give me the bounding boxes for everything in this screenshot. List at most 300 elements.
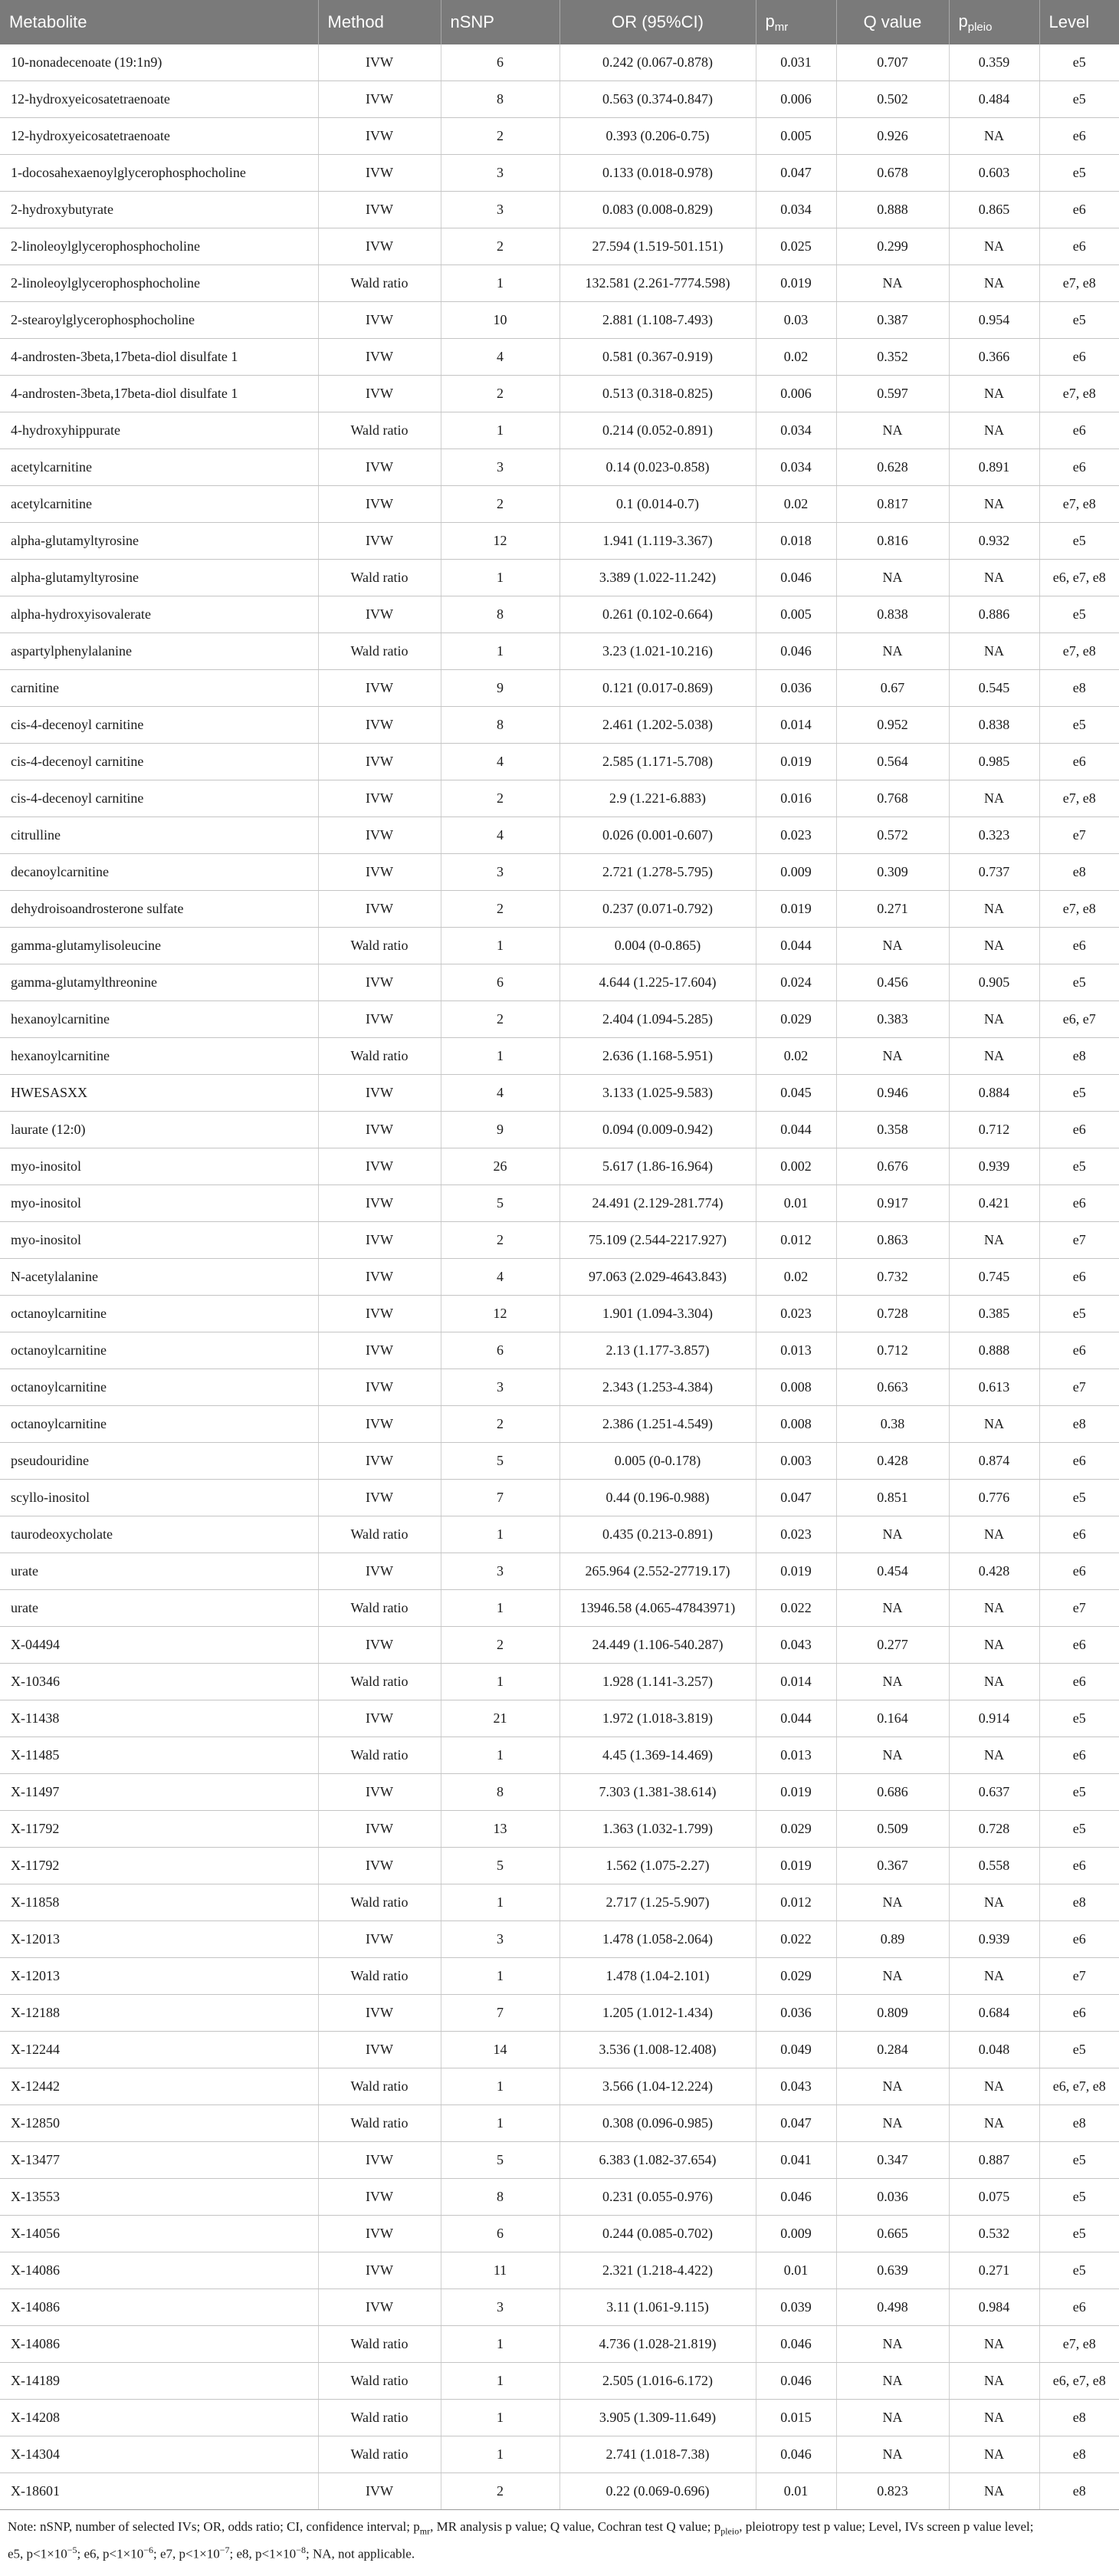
cell-nsnp: 5: [441, 1185, 560, 1222]
note-sup: −6: [143, 2545, 153, 2556]
cell-method: Wald ratio: [318, 2326, 441, 2363]
cell-pmr: 0.01: [756, 2473, 836, 2510]
cell-nsnp: 1: [441, 1038, 560, 1075]
cell-q-value: NA: [836, 2400, 949, 2436]
cell-level: e6: [1039, 1112, 1119, 1148]
cell-nsnp: 2: [441, 486, 560, 523]
table-row: [0, 523, 1119, 560]
cell-level: e5: [1039, 81, 1119, 118]
cell-ppleio: NA: [949, 118, 1039, 155]
cell-method: IVW: [318, 1185, 441, 1222]
cell-q-value: 0.38: [836, 1406, 949, 1443]
cell-or: 1.478 (1.04-2.101): [560, 1958, 756, 1995]
cell-level: e6: [1039, 1664, 1119, 1700]
cell-q-value: 0.564: [836, 744, 949, 780]
cell-nsnp: 11: [441, 2252, 560, 2289]
cell-nsnp: 9: [441, 1112, 560, 1148]
cell-method: IVW: [318, 523, 441, 560]
cell-pmr: 0.044: [756, 928, 836, 964]
cell-q-value: 0.498: [836, 2289, 949, 2326]
cell-nsnp: 1: [441, 1516, 560, 1553]
cell-ppleio: 0.385: [949, 1296, 1039, 1332]
cell-q-value: NA: [836, 265, 949, 302]
cell-nsnp: 3: [441, 155, 560, 192]
cell-or: 2.321 (1.218-4.422): [560, 2252, 756, 2289]
cell-level: e7, e8: [1039, 376, 1119, 412]
cell-level: e7, e8: [1039, 2326, 1119, 2363]
cell-ppleio: NA: [949, 780, 1039, 817]
header-ppleio-sub: pleio: [967, 20, 993, 34]
cell-q-value: 0.572: [836, 817, 949, 854]
cell-metabolite: cis-4-decenoyl carnitine: [0, 744, 318, 780]
cell-ppleio: NA: [949, 1664, 1039, 1700]
cell-or: 2.343 (1.253-4.384): [560, 1369, 756, 1406]
header-ppleio: [949, 0, 1039, 44]
cell-or: 3.389 (1.022-11.242): [560, 560, 756, 596]
cell-q-value: 0.352: [836, 339, 949, 376]
cell-ppleio: NA: [949, 265, 1039, 302]
cell-ppleio: NA: [949, 1958, 1039, 1995]
table-row: [0, 376, 1119, 412]
cell-or: 2.386 (1.251-4.549): [560, 1406, 756, 1443]
cell-method: IVW: [318, 2032, 441, 2068]
cell-pmr: 0.046: [756, 2363, 836, 2400]
cell-level: e6: [1039, 1185, 1119, 1222]
cell-method: IVW: [318, 2473, 441, 2510]
cell-or: 0.083 (0.008-0.829): [560, 192, 756, 228]
cell-ppleio: 0.776: [949, 1480, 1039, 1516]
cell-or: 3.133 (1.025-9.583): [560, 1075, 756, 1112]
cell-level: e6: [1039, 118, 1119, 155]
header-q-value: Q value: [836, 0, 949, 44]
cell-or: 0.22 (0.069-0.696): [560, 2473, 756, 2510]
cell-q-value: 0.917: [836, 1185, 949, 1222]
cell-level: e5: [1039, 1148, 1119, 1185]
cell-nsnp: 3: [441, 854, 560, 891]
cell-ppleio: 0.271: [949, 2252, 1039, 2289]
cell-or: 0.237 (0.071-0.792): [560, 891, 756, 928]
cell-q-value: 0.597: [836, 376, 949, 412]
cell-or: 2.717 (1.25-5.907): [560, 1884, 756, 1921]
cell-pmr: 0.02: [756, 1259, 836, 1296]
cell-method: IVW: [318, 891, 441, 928]
cell-ppleio: 0.737: [949, 854, 1039, 891]
cell-level: e8: [1039, 2436, 1119, 2473]
cell-or: 0.094 (0.009-0.942): [560, 1112, 756, 1148]
cell-ppleio: NA: [949, 2326, 1039, 2363]
cell-ppleio: NA: [949, 2473, 1039, 2510]
cell-or: 4.45 (1.369-14.469): [560, 1737, 756, 1774]
table-note: [0, 2510, 1119, 2564]
cell-level: e5: [1039, 1774, 1119, 1811]
cell-pmr: 0.022: [756, 1921, 836, 1958]
cell-level: e7, e8: [1039, 486, 1119, 523]
cell-metabolite: alpha-glutamyltyrosine: [0, 560, 318, 596]
cell-or: 0.121 (0.017-0.869): [560, 670, 756, 707]
cell-method: IVW: [318, 1811, 441, 1848]
table-row: [0, 2473, 1119, 2510]
cell-or: 0.563 (0.374-0.847): [560, 81, 756, 118]
cell-level: e7, e8: [1039, 891, 1119, 928]
cell-method: Wald ratio: [318, 412, 441, 449]
cell-ppleio: 0.985: [949, 744, 1039, 780]
cell-ppleio: 0.905: [949, 964, 1039, 1001]
cell-ppleio: NA: [949, 486, 1039, 523]
cell-metabolite: 12-hydroxyeicosatetraenoate: [0, 81, 318, 118]
cell-metabolite: X-13477: [0, 2142, 318, 2179]
cell-metabolite: X-11497: [0, 1774, 318, 1811]
cell-pmr: 0.041: [756, 2142, 836, 2179]
cell-q-value: NA: [836, 1038, 949, 1075]
note-text: Note: nSNP, number of selected IVs; OR, odds ratio; CI, confidence interval; p: [8, 2519, 420, 2534]
cell-nsnp: 3: [441, 1553, 560, 1590]
cell-level: e8: [1039, 2400, 1119, 2436]
cell-metabolite: X-12013: [0, 1958, 318, 1995]
cell-pmr: 0.016: [756, 780, 836, 817]
cell-q-value: NA: [836, 1516, 949, 1553]
cell-or: 2.9 (1.221-6.883): [560, 780, 756, 817]
cell-method: Wald ratio: [318, 560, 441, 596]
cell-level: e6: [1039, 1553, 1119, 1590]
cell-metabolite: cis-4-decenoyl carnitine: [0, 780, 318, 817]
cell-nsnp: 12: [441, 1296, 560, 1332]
cell-metabolite: HWESASXX: [0, 1075, 318, 1112]
cell-method: Wald ratio: [318, 2400, 441, 2436]
cell-pmr: 0.019: [756, 891, 836, 928]
table-row: [0, 2289, 1119, 2326]
cell-nsnp: 2: [441, 228, 560, 265]
cell-or: 2.636 (1.168-5.951): [560, 1038, 756, 1075]
cell-q-value: 0.367: [836, 1848, 949, 1884]
cell-nsnp: 1: [441, 2326, 560, 2363]
cell-ppleio: NA: [949, 1516, 1039, 1553]
cell-q-value: NA: [836, 1664, 949, 1700]
cell-level: e6, e7, e8: [1039, 560, 1119, 596]
cell-level: e6, e7, e8: [1039, 2068, 1119, 2105]
cell-level: e6: [1039, 339, 1119, 376]
table-header: [0, 0, 1119, 44]
cell-ppleio: 0.874: [949, 1443, 1039, 1480]
cell-ppleio: NA: [949, 1222, 1039, 1259]
cell-pmr: 0.03: [756, 302, 836, 339]
cell-or: 1.478 (1.058-2.064): [560, 1921, 756, 1958]
table-row: [0, 155, 1119, 192]
cell-method: IVW: [318, 2142, 441, 2179]
cell-method: IVW: [318, 339, 441, 376]
cell-pmr: 0.047: [756, 155, 836, 192]
cell-method: IVW: [318, 302, 441, 339]
cell-or: 0.14 (0.023-0.858): [560, 449, 756, 486]
cell-ppleio: NA: [949, 376, 1039, 412]
cell-metabolite: alpha-glutamyltyrosine: [0, 523, 318, 560]
cell-ppleio: 0.865: [949, 192, 1039, 228]
cell-method: IVW: [318, 376, 441, 412]
cell-ppleio: NA: [949, 412, 1039, 449]
cell-nsnp: 2: [441, 1001, 560, 1038]
cell-pmr: 0.023: [756, 817, 836, 854]
cell-metabolite: X-12850: [0, 2105, 318, 2142]
cell-level: e7, e8: [1039, 265, 1119, 302]
cell-nsnp: 1: [441, 2068, 560, 2105]
cell-q-value: 0.686: [836, 1774, 949, 1811]
cell-ppleio: 0.884: [949, 1075, 1039, 1112]
cell-q-value: 0.851: [836, 1480, 949, 1516]
table-row: [0, 928, 1119, 964]
cell-metabolite: urate: [0, 1590, 318, 1627]
cell-level: e6: [1039, 192, 1119, 228]
header-or: OR (95%CI): [560, 0, 756, 44]
cell-q-value: 0.299: [836, 228, 949, 265]
cell-nsnp: 1: [441, 1884, 560, 1921]
cell-or: 3.23 (1.021-10.216): [560, 633, 756, 670]
cell-ppleio: NA: [949, 2400, 1039, 2436]
cell-ppleio: 0.728: [949, 1811, 1039, 1848]
cell-nsnp: 4: [441, 1259, 560, 1296]
cell-nsnp: 1: [441, 1590, 560, 1627]
cell-metabolite: acetylcarnitine: [0, 486, 318, 523]
table-row: [0, 1259, 1119, 1296]
table-row: [0, 118, 1119, 155]
cell-q-value: 0.89: [836, 1921, 949, 1958]
cell-ppleio: NA: [949, 2436, 1039, 2473]
cell-ppleio: NA: [949, 2105, 1039, 2142]
cell-or: 0.026 (0.001-0.607): [560, 817, 756, 854]
cell-pmr: 0.009: [756, 2216, 836, 2252]
cell-pmr: 0.014: [756, 707, 836, 744]
cell-method: Wald ratio: [318, 928, 441, 964]
note-text: , MR analysis p value; Q value, Cochran test Q value; p: [430, 2519, 721, 2534]
table-row: [0, 964, 1119, 1001]
cell-metabolite: X-14189: [0, 2363, 318, 2400]
cell-nsnp: 2: [441, 118, 560, 155]
cell-level: e8: [1039, 2473, 1119, 2510]
table-row: [0, 2363, 1119, 2400]
cell-method: IVW: [318, 1222, 441, 1259]
cell-method: IVW: [318, 81, 441, 118]
cell-pmr: 0.008: [756, 1406, 836, 1443]
cell-metabolite: N-acetylalanine: [0, 1259, 318, 1296]
cell-ppleio: NA: [949, 1590, 1039, 1627]
cell-metabolite: laurate (12:0): [0, 1112, 318, 1148]
table-row: [0, 2105, 1119, 2142]
cell-pmr: 0.02: [756, 486, 836, 523]
cell-q-value: NA: [836, 1958, 949, 1995]
header-pmr: [756, 0, 836, 44]
cell-or: 6.383 (1.082-37.654): [560, 2142, 756, 2179]
cell-method: IVW: [318, 1480, 441, 1516]
cell-level: e5: [1039, 302, 1119, 339]
cell-level: e5: [1039, 155, 1119, 192]
table-row: [0, 2216, 1119, 2252]
cell-q-value: 0.502: [836, 81, 949, 118]
cell-q-value: 0.383: [836, 1001, 949, 1038]
cell-q-value: 0.284: [836, 2032, 949, 2068]
cell-ppleio: 0.914: [949, 1700, 1039, 1737]
cell-or: 24.491 (2.129-281.774): [560, 1185, 756, 1222]
table-row: [0, 486, 1119, 523]
cell-or: 1.901 (1.094-3.304): [560, 1296, 756, 1332]
cell-ppleio: NA: [949, 891, 1039, 928]
cell-nsnp: 1: [441, 1958, 560, 1995]
cell-pmr: 0.006: [756, 376, 836, 412]
cell-level: e5: [1039, 1296, 1119, 1332]
table-row: [0, 1001, 1119, 1038]
cell-ppleio: NA: [949, 1737, 1039, 1774]
cell-method: IVW: [318, 1627, 441, 1664]
cell-nsnp: 9: [441, 670, 560, 707]
cell-metabolite: 4-androsten-3beta,17beta-diol disulfate 1: [0, 339, 318, 376]
table-row: [0, 1516, 1119, 1553]
cell-level: e6: [1039, 1921, 1119, 1958]
cell-or: 24.449 (1.106-540.287): [560, 1627, 756, 1664]
cell-pmr: 0.034: [756, 412, 836, 449]
cell-q-value: NA: [836, 2363, 949, 2400]
cell-q-value: NA: [836, 1884, 949, 1921]
cell-metabolite: myo-inositol: [0, 1148, 318, 1185]
cell-or: 0.004 (0-0.865): [560, 928, 756, 964]
cell-level: e8: [1039, 670, 1119, 707]
cell-method: IVW: [318, 1369, 441, 1406]
cell-level: e6: [1039, 1627, 1119, 1664]
cell-nsnp: 3: [441, 1921, 560, 1958]
table-row: [0, 2032, 1119, 2068]
cell-nsnp: 3: [441, 2289, 560, 2326]
cell-pmr: 0.046: [756, 2436, 836, 2473]
cell-method: IVW: [318, 1443, 441, 1480]
cell-pmr: 0.044: [756, 1112, 836, 1148]
cell-metabolite: X-11792: [0, 1848, 318, 1884]
cell-method: Wald ratio: [318, 1038, 441, 1075]
cell-metabolite: X-14086: [0, 2326, 318, 2363]
cell-method: Wald ratio: [318, 1590, 441, 1627]
table-row: [0, 1112, 1119, 1148]
cell-nsnp: 12: [441, 523, 560, 560]
cell-pmr: 0.02: [756, 1038, 836, 1075]
cell-level: e8: [1039, 1884, 1119, 1921]
cell-ppleio: 0.323: [949, 817, 1039, 854]
cell-or: 1.562 (1.075-2.27): [560, 1848, 756, 1884]
cell-ppleio: NA: [949, 560, 1039, 596]
cell-method: IVW: [318, 1848, 441, 1884]
cell-ppleio: 0.558: [949, 1848, 1039, 1884]
cell-ppleio: NA: [949, 2363, 1039, 2400]
cell-method: Wald ratio: [318, 1958, 441, 1995]
cell-or: 2.721 (1.278-5.795): [560, 854, 756, 891]
cell-method: IVW: [318, 1995, 441, 2032]
cell-or: 1.941 (1.119-3.367): [560, 523, 756, 560]
cell-ppleio: NA: [949, 1884, 1039, 1921]
cell-nsnp: 13: [441, 1811, 560, 1848]
cell-metabolite: decanoylcarnitine: [0, 854, 318, 891]
cell-metabolite: hexanoylcarnitine: [0, 1001, 318, 1038]
note-text: ; NA, not applicable.: [305, 2547, 415, 2562]
cell-pmr: 0.006: [756, 81, 836, 118]
cell-metabolite: X-14304: [0, 2436, 318, 2473]
cell-ppleio: 0.359: [949, 44, 1039, 81]
cell-level: e5: [1039, 596, 1119, 633]
cell-or: 3.11 (1.061-9.115): [560, 2289, 756, 2326]
cell-q-value: 0.946: [836, 1075, 949, 1112]
cell-metabolite: citrulline: [0, 817, 318, 854]
cell-q-value: 0.454: [836, 1553, 949, 1590]
cell-q-value: NA: [836, 412, 949, 449]
cell-metabolite: X-14208: [0, 2400, 318, 2436]
table-row: [0, 891, 1119, 928]
cell-q-value: 0.707: [836, 44, 949, 81]
cell-level: e5: [1039, 1700, 1119, 1737]
table-row: [0, 302, 1119, 339]
cell-metabolite: myo-inositol: [0, 1185, 318, 1222]
cell-pmr: 0.009: [756, 854, 836, 891]
cell-pmr: 0.023: [756, 1296, 836, 1332]
cell-level: e8: [1039, 1038, 1119, 1075]
cell-q-value: 0.863: [836, 1222, 949, 1259]
cell-pmr: 0.005: [756, 118, 836, 155]
cell-pmr: 0.013: [756, 1332, 836, 1369]
cell-level: e7: [1039, 817, 1119, 854]
table-row: [0, 1737, 1119, 1774]
cell-q-value: NA: [836, 2068, 949, 2105]
cell-pmr: 0.029: [756, 1001, 836, 1038]
cell-method: IVW: [318, 707, 441, 744]
cell-q-value: 0.663: [836, 1369, 949, 1406]
cell-or: 0.261 (0.102-0.664): [560, 596, 756, 633]
cell-method: IVW: [318, 1332, 441, 1369]
cell-nsnp: 5: [441, 1848, 560, 1884]
cell-nsnp: 4: [441, 744, 560, 780]
cell-pmr: 0.045: [756, 1075, 836, 1112]
cell-nsnp: 2: [441, 376, 560, 412]
cell-nsnp: 7: [441, 1995, 560, 2032]
table-row: [0, 560, 1119, 596]
cell-or: 7.303 (1.381-38.614): [560, 1774, 756, 1811]
cell-metabolite: 4-hydroxyhippurate: [0, 412, 318, 449]
cell-or: 0.1 (0.014-0.7): [560, 486, 756, 523]
cell-level: e6: [1039, 1737, 1119, 1774]
cell-metabolite: 12-hydroxyeicosatetraenoate: [0, 118, 318, 155]
table-row: [0, 1222, 1119, 1259]
cell-nsnp: 2: [441, 891, 560, 928]
cell-or: 132.581 (2.261-7774.598): [560, 265, 756, 302]
cell-level: e6: [1039, 928, 1119, 964]
cell-ppleio: 0.886: [949, 596, 1039, 633]
cell-q-value: NA: [836, 560, 949, 596]
cell-pmr: 0.022: [756, 1590, 836, 1627]
cell-method: IVW: [318, 780, 441, 817]
cell-pmr: 0.046: [756, 2179, 836, 2216]
cell-method: IVW: [318, 1001, 441, 1038]
cell-level: e7, e8: [1039, 633, 1119, 670]
cell-nsnp: 2: [441, 1627, 560, 1664]
cell-method: IVW: [318, 964, 441, 1001]
note-text: e5, p<1×10: [8, 2547, 67, 2562]
cell-metabolite: X-11792: [0, 1811, 318, 1848]
cell-nsnp: 6: [441, 2216, 560, 2252]
table-row: [0, 1296, 1119, 1332]
cell-q-value: 0.428: [836, 1443, 949, 1480]
cell-method: Wald ratio: [318, 1664, 441, 1700]
cell-level: e5: [1039, 2142, 1119, 2179]
table-row: [0, 1627, 1119, 1664]
cell-level: e8: [1039, 1406, 1119, 1443]
cell-pmr: 0.049: [756, 2032, 836, 2068]
table-row: [0, 2252, 1119, 2289]
cell-level: e6: [1039, 1332, 1119, 1369]
cell-q-value: 0.768: [836, 780, 949, 817]
cell-ppleio: 0.545: [949, 670, 1039, 707]
cell-pmr: 0.005: [756, 596, 836, 633]
cell-ppleio: NA: [949, 928, 1039, 964]
